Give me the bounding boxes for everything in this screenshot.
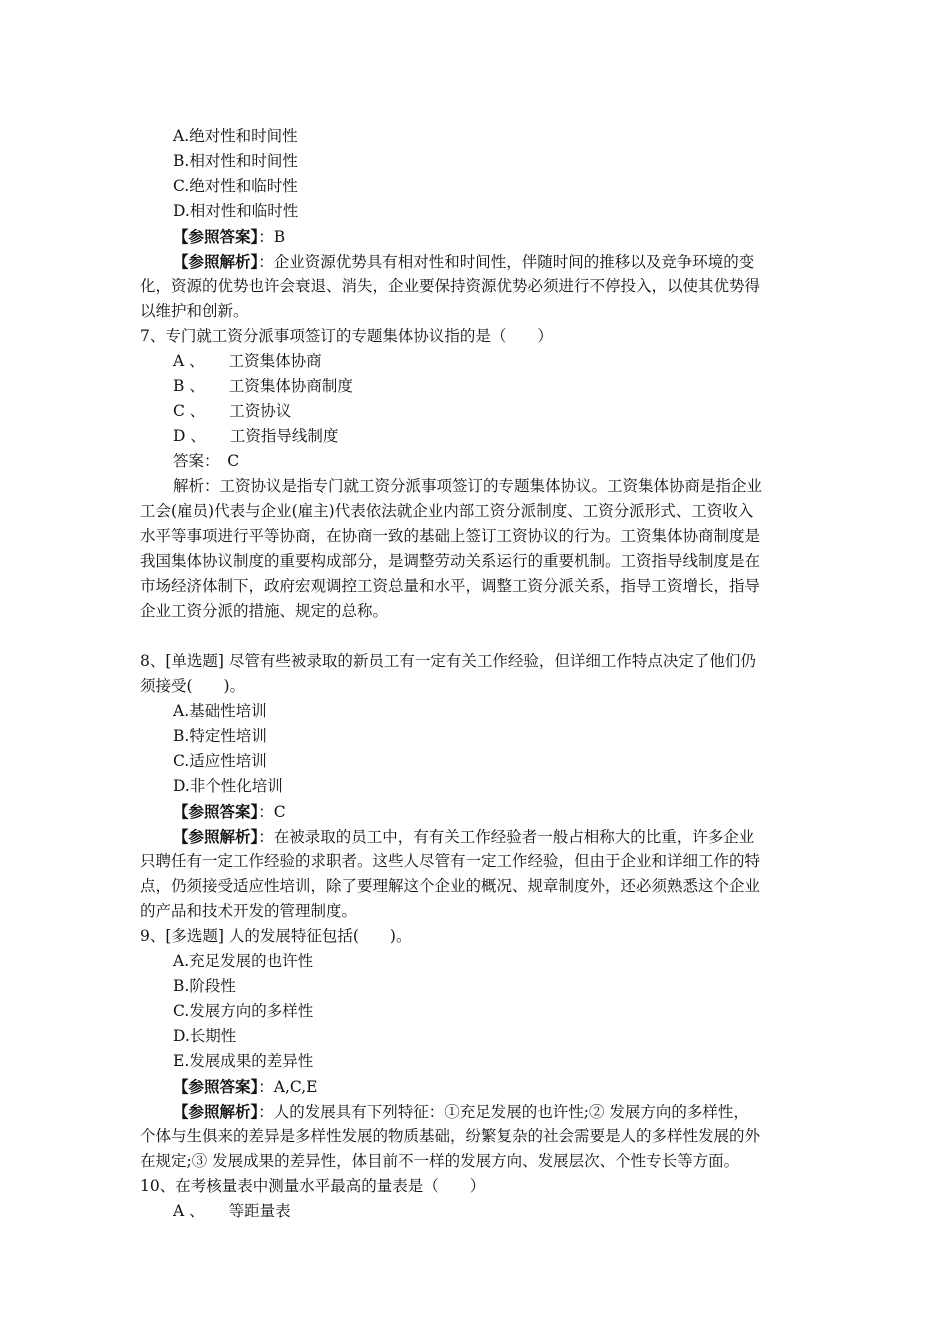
q7-option-b [140, 374, 812, 399]
option-text: 工资协议 [229, 402, 292, 420]
q7-analysis-line-6: 企业工资分派的措施、规定的总称。 [140, 602, 389, 620]
q8-option-c: C.适应性培训 [173, 752, 267, 770]
q9-option-d: D.长期性 [173, 1027, 237, 1045]
q6-analysis-line-1 [140, 249, 812, 274]
q7-option-c [140, 399, 812, 424]
q7-option-a [140, 349, 812, 374]
q7-analysis-line-2: 工会(雇员)代表与企业(雇主)代表依法就企业内部工资分派制度、工资分派形式、工资收入 [140, 502, 754, 520]
option-letter: C 、 [173, 402, 206, 420]
q9-analysis-line-2: 个体与生俱来的差异是多样性发展的物质基础，纷繁复杂的社会需要是人的多样性发展的外 [140, 1127, 761, 1145]
q10-option-a [140, 1199, 812, 1224]
q8-analysis-line-1 [140, 824, 812, 849]
option-letter: D 、 [173, 427, 206, 445]
q8-answer [140, 799, 812, 824]
q7-analysis-line-5: 市场经济体制下，政府宏观调控工资总量和水平，调整工资分派关系，指导工资增长，指导 [140, 577, 761, 595]
document-page [140, 124, 812, 1224]
q9-option-b: B.阶段性 [173, 977, 236, 995]
q8-question-line-1: 8、[单选题] 尽管有些被录取的新员工有一定有关工作经验，但详细工作特点决定了他们仍 [140, 652, 756, 670]
option-letter: A 、 [173, 352, 205, 370]
q6-answer [140, 224, 812, 249]
answer-value: ：B [258, 228, 286, 246]
q7-analysis-line-4: 我国集体协议制度的重要构成部分，是调整劳动关系运行的重要机制。工资指导线制度是在 [140, 552, 761, 570]
q9-answer [140, 1074, 812, 1099]
q8-analysis-line-2: 只聘任有一定工作经验的求职者。这些人尽管有一定工作经验，但由于企业和详细工作的特 [140, 852, 761, 870]
answer-tag: 【参照答案】 [173, 1077, 259, 1096]
q9-question: 9、[多选题] 人的发展特征包括( )。 [140, 927, 412, 945]
option-text: 等距量表 [228, 1202, 291, 1220]
q6-option-c: C.绝对性和临时性 [173, 177, 298, 195]
q8-option-b: B.特定性培训 [173, 727, 267, 745]
q9-analysis-line-1 [140, 1099, 812, 1124]
answer-value: ：A,C,E [258, 1078, 318, 1096]
option-text: 工资集体协商 [228, 352, 322, 370]
q8-question-line-2: 须接受( )。 [140, 677, 246, 695]
q7-question: 7、专门就工资分派事项签订的专题集体协议指的是（ ） [140, 327, 553, 345]
q6-option-a: A.绝对性和时间性 [173, 127, 298, 145]
spacer [140, 624, 812, 649]
q6-analysis-line-3: 以维护和创新。 [140, 302, 249, 320]
analysis-tag: 【参照解析】 [173, 1102, 259, 1121]
answer-value: ：C [258, 803, 286, 821]
q7-option-d [140, 424, 812, 449]
q8-option-a: A.基础性培训 [173, 702, 267, 720]
q8-analysis-line-3: 点，仍须接受适应性培训，除了要理解这个企业的概况、规章制度外，还必须熟悉这个企业 [140, 877, 761, 895]
q7-analysis-line-1: 解析：工资协议是指专门就工资分派事项签订的专题集体协议。工资集体协商是指企业 [173, 477, 763, 495]
option-text: 工资指导线制度 [229, 427, 339, 445]
q9-option-a: A.充足发展的也许性 [173, 952, 314, 970]
option-letter: A 、 [173, 1202, 205, 1220]
analysis-text: ：在被录取的员工中，有有关工作经验者一般占相称大的比重，许多企业 [258, 828, 755, 846]
q6-analysis-line-2: 化，资源的优势也许会衰退、消失，企业要保持资源优势必须进行不停投入，以使其优势得 [140, 277, 761, 295]
q8-option-d: D.非个性化培训 [173, 777, 283, 795]
q9-option-c: C.发展方向的多样性 [173, 1002, 314, 1020]
analysis-tag: 【参照解析】 [173, 252, 259, 271]
q9-analysis-line-3: 在规定;③ 发展成果的差异性，体目前不一样的发展方向、发展层次、个性专长等方面。 [140, 1152, 740, 1170]
answer-tag: 【参照答案】 [173, 227, 259, 246]
q7-answer: 答案： C [173, 452, 240, 470]
analysis-text: ：人的发展具有下列特征：①充足发展的也许性;② 发展方向的多样性， [258, 1103, 749, 1121]
q6-option-d: D.相对性和临时性 [173, 202, 299, 220]
q8-analysis-line-4: 的产品和技术开发的管理制度。 [140, 902, 358, 920]
answer-tag: 【参照答案】 [173, 802, 259, 821]
option-text: 工资集体协商制度 [228, 377, 353, 395]
q6-option-b: B.相对性和时间性 [173, 152, 298, 170]
q7-analysis-line-3: 水平等事项进行平等协商，在协商一致的基础上签订工资协议的行为。工资集体协商制度是 [140, 527, 761, 545]
analysis-tag: 【参照解析】 [173, 827, 259, 846]
q9-option-e: E.发展成果的差异性 [173, 1052, 314, 1070]
q10-question: 10、在考核量表中测量水平最高的量表是（ ） [140, 1177, 486, 1195]
option-letter: B 、 [173, 377, 205, 395]
analysis-text: ：企业资源优势具有相对性和时间性，伴随时间的推移以及竞争环境的变 [258, 253, 755, 271]
